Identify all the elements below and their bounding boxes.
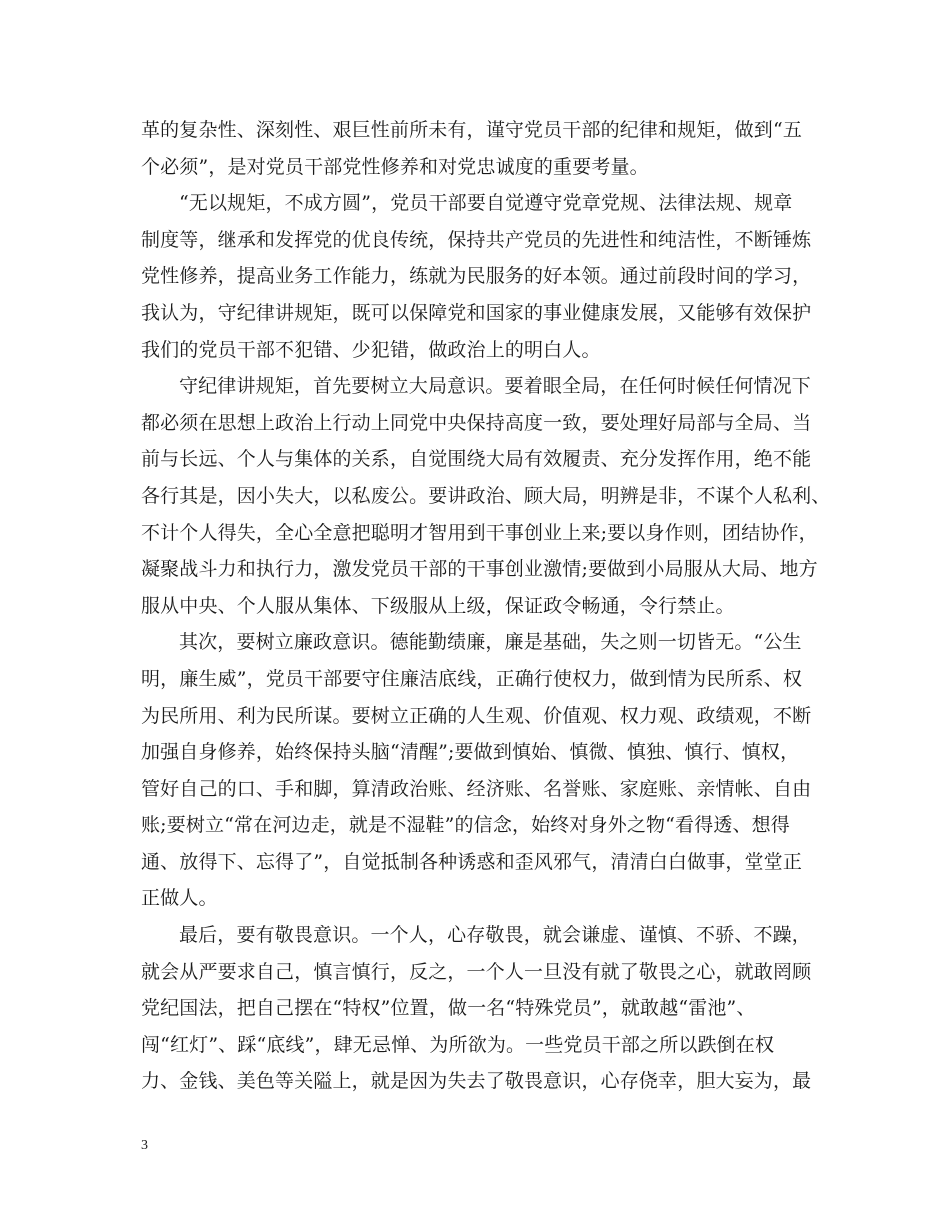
text-line: 凝聚战斗力和执行力，激发党员干部的干事创业激情;要做到小局服从大局、地方 <box>141 558 818 581</box>
text-line: 不计个人得失，全心全意把聪明才智用到干事创业上来;要以身作则，团结协作， <box>141 521 818 544</box>
text-line: 力、金钱、美色等关隘上，就是因为失去了敬畏意识，心存侥幸，胆大妄为，最 <box>141 1070 812 1093</box>
text-line: 就会从严要求自己，慎言慎行，反之，一个人一旦没有就了敬畏之心，就敢罔顾 <box>141 960 812 983</box>
body-text <box>141 112 831 1100</box>
text-line: 其次，要树立廉政意识。德能勤绩廉，廉是基础，失之则一切皆无。“公生 <box>179 631 802 654</box>
text-line: 正做人。 <box>141 887 218 910</box>
text-line: 党纪国法，把自己摆在“特权”位置，做一名“特殊党员”，就敢越“雷池”、 <box>141 997 756 1020</box>
text-line: 守纪律讲规矩，首先要树立大局意识。要着眼全局，在任何时候任何情况下 <box>179 375 811 398</box>
text-line: 我认为，守纪律讲规矩，既可以保障党和国家的事业健康发展，又能够有效保护 <box>141 301 812 324</box>
text-line: 都必须在思想上政治上行动上同党中央保持高度一致，要处理好局部与全局、当 <box>141 411 812 434</box>
text-line: 闯“红灯”、踩“底线”，肆无忌惮、为所欲为。一些党员干部之所以跌倒在权 <box>141 1033 775 1056</box>
text-line: “无以规矩，不成方圆”，党员干部要自觉遵守党章党规、法律法规、规章 <box>179 192 793 215</box>
text-line: 制度等，继承和发挥党的优良传统，保持共产党员的先进性和纯洁性，不断锤炼 <box>141 228 812 251</box>
text-line: 我们的党员干部不犯错、少犯错，做政治上的明白人。 <box>141 338 601 361</box>
text-line: 个必须”，是对党员干部党性修养和对党忠诚度的重要考量。 <box>141 155 649 178</box>
text-line: 明，廉生威”，党员干部要守住廉洁底线，正确行使权力，做到情为民所系、权 <box>141 667 802 690</box>
text-line: 通、放得下、忘得了”，自觉抵制各种诱惑和歪风邪气，清清白白做事，堂堂正 <box>141 850 802 873</box>
text-line: 前与长远、个人与集体的关系，自觉围绕大局有效履责、充分发挥作用，绝不能 <box>141 448 812 471</box>
text-line: 革的复杂性、深刻性、艰巨性前所未有，谨守党员干部的纪律和规矩，做到“五 <box>141 119 802 141</box>
text-line: 账;要树立“常在河边走，就是不湿鞋”的信念，始终对身外之物“看得透、想得 <box>141 814 790 837</box>
text-line: 服从中央、个人服从集体、下级服从上级，保证政令畅通，令行禁止。 <box>141 594 735 617</box>
text-line: 各行其是，因小失大，以私废公。要讲政治、顾大局，明辨是非，不谋个人私利、 <box>141 484 831 507</box>
text-line: 为民所用、利为民所谋。要树立正确的人生观、价值观、权力观、政绩观，不断 <box>141 704 812 727</box>
text-line: 管好自己的口、手和脚，算清政治账、经济账、名誉账、家庭账、亲情帐、自由 <box>141 777 812 800</box>
text-line: 加强自身修养，始终保持头脑“清醒”;要做到慎始、慎微、慎独、慎行、慎权， <box>141 741 800 764</box>
text-line: 党性修养，提高业务工作能力，练就为民服务的好本领。通过前段时间的学习， <box>141 265 812 288</box>
page-number: 3 <box>141 1138 148 1153</box>
text-line: 最后，要有敬畏意识。一个人，心存敬畏，就会谦虚、谨慎、不骄、不躁， <box>179 924 811 947</box>
